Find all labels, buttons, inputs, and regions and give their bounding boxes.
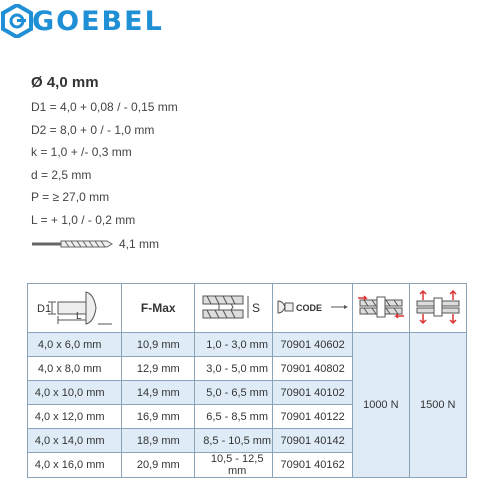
spec-d: d = 2,5 mm [31,167,92,182]
brand-name: GOEBEL [32,5,164,37]
cell-grip: 1,0 - 3,0 mm [195,333,273,357]
spec-k: k = 1,0 + /- 0,3 mm [31,145,132,159]
code-label: CODE [295,302,322,313]
header-rivet-dimensions [28,284,122,333]
spec-p: P = ≥ 27,0 mm [31,190,110,204]
product-table [27,283,467,478]
tensile-force-icon [413,288,463,326]
tensile-value: 1500 N [409,333,466,478]
cell-code: 70901 40602 [273,333,353,357]
cell-code: 70901 40802 [273,357,353,381]
cell-dimensions: 4,0 x 6,0 mm [28,333,122,357]
spec-block [31,74,331,251]
spec-d1: D1 = 4,0 + 0,08 / - 0,15 mm [31,100,178,114]
table-row [28,333,467,357]
l-label: L [75,310,82,322]
header-fmax: F-Max [122,284,195,333]
cell-dimensions: 4,0 x 16,0 mm [28,453,122,478]
shear-force-icon [356,292,406,322]
shear-value: 1000 N [353,333,409,478]
header-tensile-strength [409,284,466,333]
grip-range-icon [201,290,267,324]
cell-grip: 10,5 - 12,5 mm [195,453,273,478]
s-label: S [251,300,260,315]
cell-fmax: 12,9 mm [122,357,195,381]
cell-dimensions: 4,0 x 10,0 mm [28,381,122,405]
cell-grip: 6,5 - 8,5 mm [195,405,273,429]
cell-code: 70901 40142 [273,429,353,453]
drill-size: 4,1 mm [119,237,160,251]
cell-fmax: 10,9 mm [122,333,195,357]
cell-fmax: 20,9 mm [122,453,195,478]
brand-logo [0,4,164,38]
header-shear-strength [353,284,409,333]
cell-fmax: 14,9 mm [122,381,195,405]
hex-nut-logo-icon [0,4,34,38]
cell-dimensions: 4,0 x 14,0 mm [28,429,122,453]
drill-bit-icon [31,239,113,249]
drill-row [31,237,331,251]
rivet-code-icon [276,296,350,318]
header-code [273,284,353,333]
cell-code: 70901 40102 [273,381,353,405]
cell-fmax: 16,9 mm [122,405,195,429]
cell-code: 70901 40122 [273,405,353,429]
cell-fmax: 18,9 mm [122,429,195,453]
cell-grip: 3,0 - 5,0 mm [195,357,273,381]
cell-code: 70901 40162 [273,453,353,478]
rivet-dimension-icon [34,286,116,328]
spec-l: L = + 1,0 / - 0,2 mm [31,212,136,227]
spec-d2: D2 = 8,0 + 0 / - 1,0 mm [31,122,155,137]
d1-label: D1 [36,302,51,315]
diameter-title: Ø 4,0 mm [31,74,99,91]
cell-grip: 5,0 - 6,5 mm [195,381,273,405]
header-grip-range [195,284,273,333]
cell-grip: 8,5 - 10,5 mm [195,429,273,453]
table-header [28,284,467,333]
cell-dimensions: 4,0 x 12,0 mm [28,405,122,429]
cell-dimensions: 4,0 x 8,0 mm [28,357,122,381]
